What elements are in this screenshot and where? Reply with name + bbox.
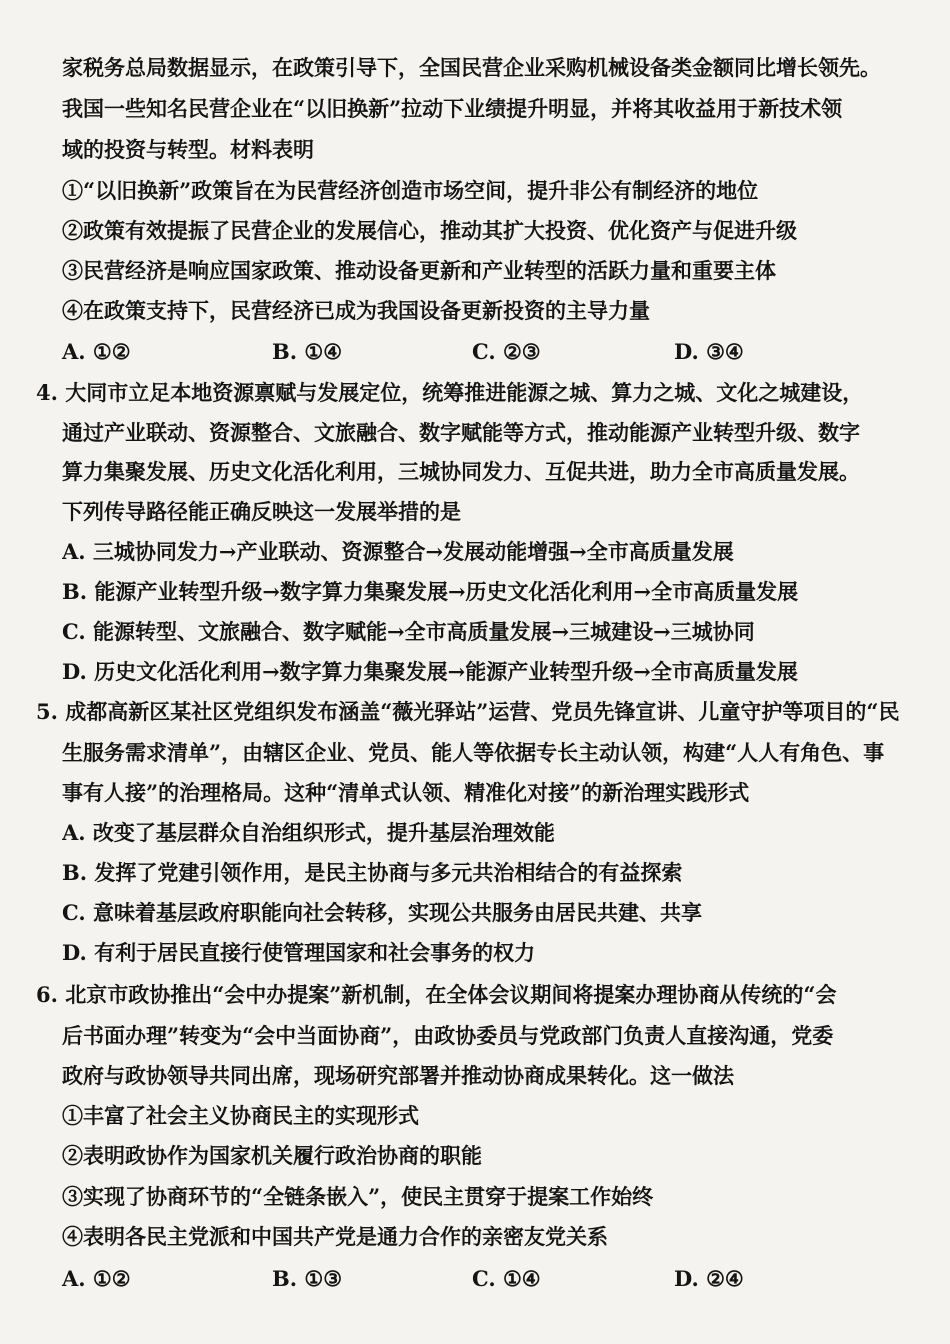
q4-stem-line-2: 通过产业联动、资源整合、文旅融合、数字赋能等方式，推动能源产业转型升级、数字 <box>62 420 860 445</box>
q3-choice-a[interactable]: A. ①② <box>62 339 131 364</box>
q3-stem-line-3: 域的投资与转型。材料表明 <box>62 137 314 162</box>
q6-choice-a[interactable]: A. ①② <box>62 1266 131 1291</box>
q3-stem-line-2: 我国一些知名民营企业在“以旧换新”拉动下业绩提升明显，并将其收益用于新技术领 <box>62 96 843 121</box>
q4-option-d[interactable]: D. 历史文化活化利用→数字算力集聚发展→能源产业转型升级→全市高质量发展 <box>62 659 798 684</box>
q6-stem-line-2: 后书面办理”转变为“会中当面协商”，由政协委员与党政部门负责人直接沟通，党委 <box>62 1023 834 1048</box>
q4-option-b[interactable]: B. 能源产业转型升级→数字算力集聚发展→历史文化活化利用→全市高质量发展 <box>62 579 799 604</box>
q5-option-d[interactable]: D. 有利于居民直接行使管理国家和社会事务的权力 <box>62 940 536 965</box>
q4-stem-line-4: 下列传导路径能正确反映这一发展举措的是 <box>62 499 461 524</box>
q5-stem-line-3: 事有人接”的治理格局。这种“清单式认领、精准化对接”的新治理实践形式 <box>62 780 750 805</box>
q4-stem-line-3: 算力集聚发展、历史文化活化利用，三城协同发力、互促共进，助力全市高质量发展。 <box>62 459 860 484</box>
q4-option-a[interactable]: A. 三城协同发力→产业联动、资源整合→发展动能增强→全市高质量发展 <box>62 539 734 564</box>
q3-statement-3: ③民营经济是响应国家政策、推动设备更新和产业转型的活跃力量和重要主体 <box>62 258 776 283</box>
q3-choice-d[interactable]: D. ③④ <box>674 339 744 364</box>
q3-choice-c[interactable]: C. ②③ <box>472 339 541 364</box>
q6-choice-b[interactable]: B. ①③ <box>272 1266 343 1291</box>
q5-stem-line-2: 生服务需求清单”，由辖区企业、党员、能人等依据专长主动认领，构建“人人有角色、事 <box>62 740 885 765</box>
q4-stem-line-1: 4. 大同市立足本地资源禀赋与发展定位，统筹推进能源之城、算力之城、文化之城建设， <box>36 380 864 405</box>
q6-choice-c[interactable]: C. ①④ <box>472 1266 541 1291</box>
q5-option-b[interactable]: B. 发挥了党建引领作用，是民主协商与多元共治相结合的有益探索 <box>62 860 683 885</box>
q6-statement-1: ①丰富了社会主义协商民主的实现形式 <box>62 1103 419 1128</box>
q3-statement-2: ②政策有效提振了民营企业的发展信心，推动其扩大投资、优化资产与促进升级 <box>62 218 797 243</box>
q6-stem-line-3: 政府与政协领导共同出席，现场研究部署并推动协商成果转化。这一做法 <box>62 1063 734 1088</box>
q3-choice-b[interactable]: B. ①④ <box>272 339 343 364</box>
q6-stem-line-1: 6. 北京市政协推出“会中办提案”新机制，在全体会议期间将提案办理协商从传统的“会 <box>36 982 837 1007</box>
q5-option-c[interactable]: C. 意味着基层政府职能向社会转移，实现公共服务由居民共建、共享 <box>62 900 702 925</box>
q6-statement-2: ②表明政协作为国家机关履行政治协商的职能 <box>62 1143 482 1168</box>
q6-choice-d[interactable]: D. ②④ <box>674 1266 744 1291</box>
q6-statement-4: ④表明各民主党派和中国共产党是通力合作的亲密友党关系 <box>62 1224 608 1249</box>
q5-stem-line-1: 5. 成都高新区某社区党组织发布涵盖“薇光驿站”运营、党员先锋宣讲、儿童守护等项目的“民 <box>36 699 900 724</box>
q6-statement-3: ③实现了协商环节的“全链条嵌入”，使民主贯穿于提案工作始终 <box>62 1184 654 1209</box>
q4-option-c[interactable]: C. 能源转型、文旅融合、数字赋能→全市高质量发展→三城建设→三城协同 <box>62 619 755 644</box>
q5-option-a[interactable]: A. 改变了基层群众自治组织形式，提升基层治理效能 <box>62 820 555 845</box>
q3-statement-1: ①“以旧换新”政策旨在为民营经济创造市场空间，提升非公有制经济的地位 <box>62 178 759 203</box>
q3-stem-line-1: 家税务总局数据显示，在政策引导下，全国民营企业采购机械设备类金额同比增长领先。 <box>62 55 881 80</box>
q3-statement-4: ④在政策支持下，民营经济已成为我国设备更新投资的主导力量 <box>62 298 650 323</box>
